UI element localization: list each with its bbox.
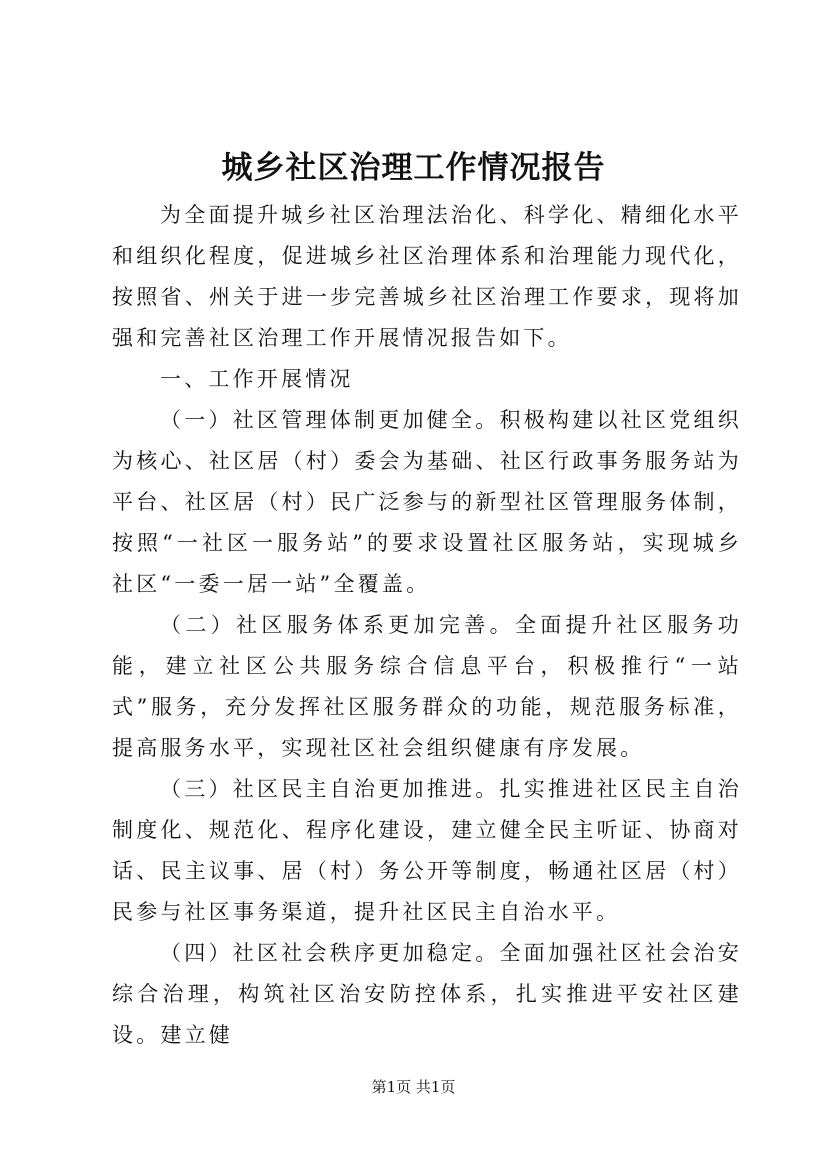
paragraph-social-order: （四）社区社会秩序更加稳定。全面加强社区社会治安综合治理，构筑社区治安防控体系，扎实推进平安社区建设。建立健 <box>112 941 742 1047</box>
paragraph-management-system: （一）社区管理体制更加健全。积极构建以社区党组织为核心、社区居（村）委会为基础、社区行政事务服务站为平台、社区居（村）民广泛参与的新型社区管理服务体制，按照“一社区一服务站”的要求设置社区服务站，实现城乡社区“一委一居一站”全覆盖。 <box>112 408 742 596</box>
paragraph-democratic-autonomy: （三）社区民主自治更加推进。扎实推进社区民主自治制度化、规范化、程序化建设，建立健全民主听证、协商对话、民主议事、居（村）务公开等制度，畅通社区居（村）民参与社区事务渠道，提升社区民主自治水平。 <box>112 777 742 924</box>
document-body <box>112 195 742 1056</box>
document-title: 城乡社区治理工作情况报告 <box>221 150 606 186</box>
page-number-label: 第1页 共1页 <box>371 1078 456 1096</box>
page-footer <box>0 1077 827 1097</box>
paragraph-service-system: （二）社区服务体系更加完善。全面提升社区服务功能，建立社区公共服务综合信息平台，积极推行“一站式”服务，充分发挥社区服务群众的功能，规范服务标准，提高服务水平，实现社区社会组织健康有序发展。 <box>112 613 742 760</box>
intro-paragraph: 为全面提升城乡社区治理法治化、科学化、精细化水平和组织化程度，促进城乡社区治理体系和治理能力现代化，按照省、州关于进一步完善城乡社区治理工作要求，现将加强和完善社区治理工作开展情况报告如下。 <box>112 203 742 350</box>
section-heading: 一、工作开展情况 <box>160 367 354 391</box>
